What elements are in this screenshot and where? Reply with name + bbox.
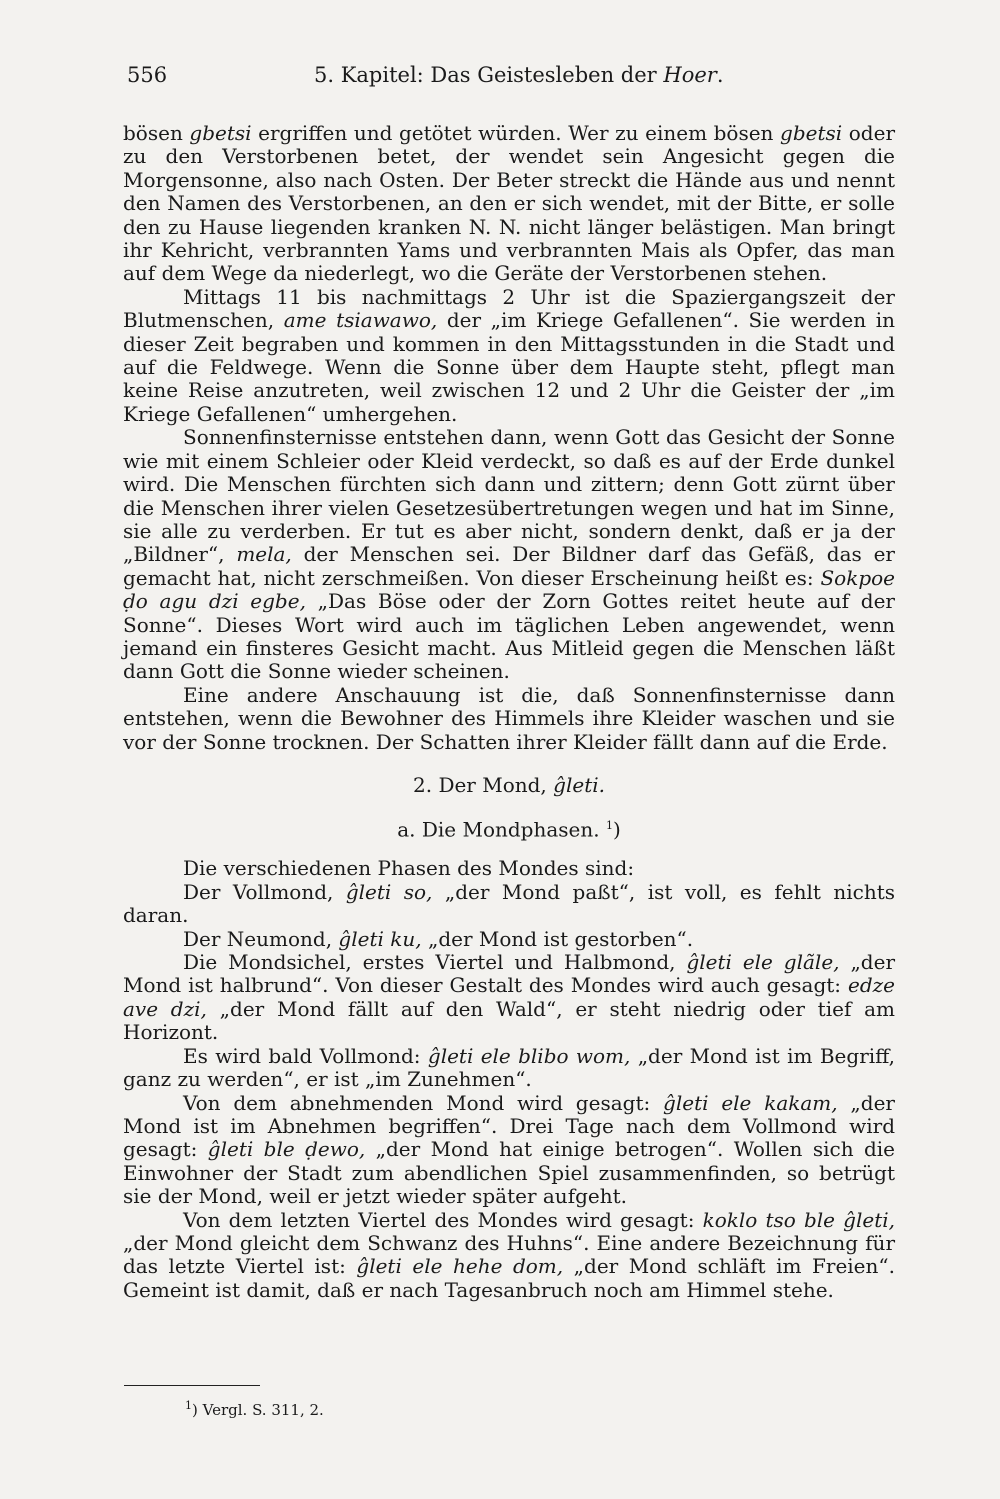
page-body [123,122,895,1302]
italic-term: ĝleti so, [345,879,433,904]
italic-term: mela, [236,542,292,567]
paragraph-lead: Von dem letzten Viertel des Mondes wird gesagt: [183,1207,703,1232]
paragraph-lead: Der Vollmond, [183,879,346,904]
subsection-heading-text: a. Die Mondphasen. [397,818,600,843]
text-run: „der Mond gleicht dem Schwanz des Huhns“. Eine andere Bezeichnung für das letzte Viertel ist: [123,1230,895,1279]
paragraph-lead: Die verschiedenen Phasen des Mondes sind: [183,856,635,881]
text-run: „der Mond schläft im Freien“. Gemeint ist damit, daß er nach Tagesanbruch noch am Himmel stehe. [123,1254,895,1302]
italic-term: ĝleti ele glãle, [686,950,840,975]
paragraph-lead: Sonnenfinsternisse entstehen dann, wenn Gott das Gesicht der Sonne wie mit einem Schleier oder Kleid verdeckt, so daß es auf der Erde dunkel wird. Die Menschen fürchten sich dann und zittern; denn Gott zürnt über die Menschen ihrer vielen Gesetzesübertretungen wegen und hat im Sinne, sie alle zu verderben. Er tut es aber nicht, sondern denkt, daß er ja der „Bildner“, [123,425,895,567]
paragraph-lead: Die Mondsichel, erstes Viertel und Halbmond, [183,950,687,975]
italic-term: ĝleti ele blibo wom, [427,1043,631,1068]
italic-term: ĝleti ele hehe dom, [356,1254,564,1279]
text-run: „der Mond hat einige betrogen“. Wollen sich die Einwohner der Stadt zum abendlichen Spiel zusammenfinden, so betrügt sie der Mond, weil er jetzt wieder später aufgeht. [123,1137,895,1209]
italic-term: Sokpoe ḍo agu dzi egbe, [123,565,895,614]
paragraph [123,951,895,1045]
paragraph-lead: Eine andere Anschauung ist die, daß Sonnenfinsternisse dann entstehen, wenn die Bewohner des Himmels ihre Kleider waschen und sie vor der Sonne trocknen. Der Schatten ihrer Kleider fällt dann auf die Erde. [123,682,895,754]
footnote-rule [124,1385,260,1386]
subsection-heading [123,814,895,842]
page-number: 556 [127,63,168,87]
paragraph-lead: Mittags 11 bis nachmittags 2 Uhr ist die Spaziergangszeit der Blutmenschen, [123,284,895,333]
text-run: „der Mond fällt auf den Wald“, er steht niedrig oder tief am Horizont. [123,996,895,1045]
paragraph [123,122,895,286]
paragraph [123,928,895,951]
footnote-mark-close: ) [192,1401,198,1419]
paragraph-lead: Es wird bald Vollmond: [183,1043,428,1068]
section-heading-italic: ĝleti. [553,772,605,797]
paragraph [123,1092,895,1209]
paragraph [123,1209,895,1303]
text-run: „der Mond paßt“, ist voll, es fehlt nichts daran. [123,879,895,928]
paragraph-lead: Der Neumond, [183,926,339,951]
chapter-prefix: 5. Kapitel: Das Geistesleben der [314,63,664,87]
chapter-suffix: . [716,63,724,87]
paragraph [123,286,895,426]
footnote-text: Vergl. S. 311, 2. [197,1401,324,1419]
footnote [185,1396,324,1420]
italic-term: koklo tso ble ĝleti, [702,1207,895,1232]
footnote-ref[interactable]: 1 [605,819,613,833]
chapter-people: Hoer [663,63,717,87]
text-run: „der Mond ist im Begriff, ganz zu werden“, er ist „im Zunehmen“. [123,1043,896,1092]
text-block-sun [123,122,895,754]
footnote-mark: 1 [185,1399,192,1412]
text-run: „der Mond ist halbrund“. Von dieser Gestalt des Mondes wird auch gesagt: [123,950,896,998]
italic-term: ĝleti ble ḍewo, [207,1137,366,1162]
italic-term: ame tsiawawo, [283,308,438,333]
italic-term: gbetsi [780,121,843,145]
paragraph-lead: Von dem abnehmenden Mond wird gesagt: [183,1090,664,1115]
paragraph [123,426,895,683]
paragraph [123,684,895,754]
italic-term: ĝleti ku, [338,926,422,951]
paragraph [123,857,895,880]
text-run: der „im Kriege Gefallenen“. Sie werden in dieser Zeit begraben und kommen in den Mittagsstunden in die Stadt und auf die Feldwege. Wenn die Sonne über dem Haupte steht, pflegt man keine Reise anzutreten, weil zwischen 12 und 2 Uhr die Geister der „im Kriege Gefallenen“ umhergehen. [123,308,895,426]
italic-term: edze ave dzi, [123,973,895,1021]
italic-term: ĝleti ele kakam, [663,1090,838,1115]
text-run: „der Mond ist gestorben“. [421,926,694,951]
footnote-ref-close: ) [612,818,621,843]
text-run: der Menschen sei. Der Bildner darf das Gefäß, das er gemacht hat, nicht zerschmeißen. Von dieser Erscheinung heißt es: [123,542,895,590]
text-block-moon [123,857,895,1302]
text-run: oder zu den Verstorbenen betet, der wendet sein Angesicht gegen die Morgensonne, also nach Osten. Der Beter streckt die Hände aus und nennt den Namen des Verstorbenen, an den er sich wendet, mit der Bitte, er solle den zu Hause liegenden kranken N. N. nicht länger belästigen. Man bringt ihr Kehricht, verbrannten Yams und verbrannten Mais als Opfer, das man auf dem Wege da niederlegt, wo die Geräte der Verstorbenen stehen. [123,121,895,286]
italic-term: gbetsi [189,121,252,145]
chapter-title [314,62,724,88]
text-run: „Das Böse oder der Zorn Gottes reitet heute auf der Sonne“. Dieses Wort wird auch im täglichen Leben angewendet, wenn jemand ein finsteres Gesicht macht. Aus Mitleid gegen die Menschen läßt dann Gott die Sonne wieder scheinen. [123,589,895,684]
paragraph [123,1045,895,1092]
text-run: „der Mond ist im Abnehmen begriffen“. Drei Tage nach dem Vollmond wird gesagt: [123,1090,895,1162]
paragraph [123,881,895,928]
section-heading-text: 2. Der Mond, [413,772,554,797]
text-run: ergriffen und getötet würden. Wer zu einem bösen [251,121,781,145]
paragraph-lead: bösen [123,121,190,145]
section-heading [123,774,895,797]
